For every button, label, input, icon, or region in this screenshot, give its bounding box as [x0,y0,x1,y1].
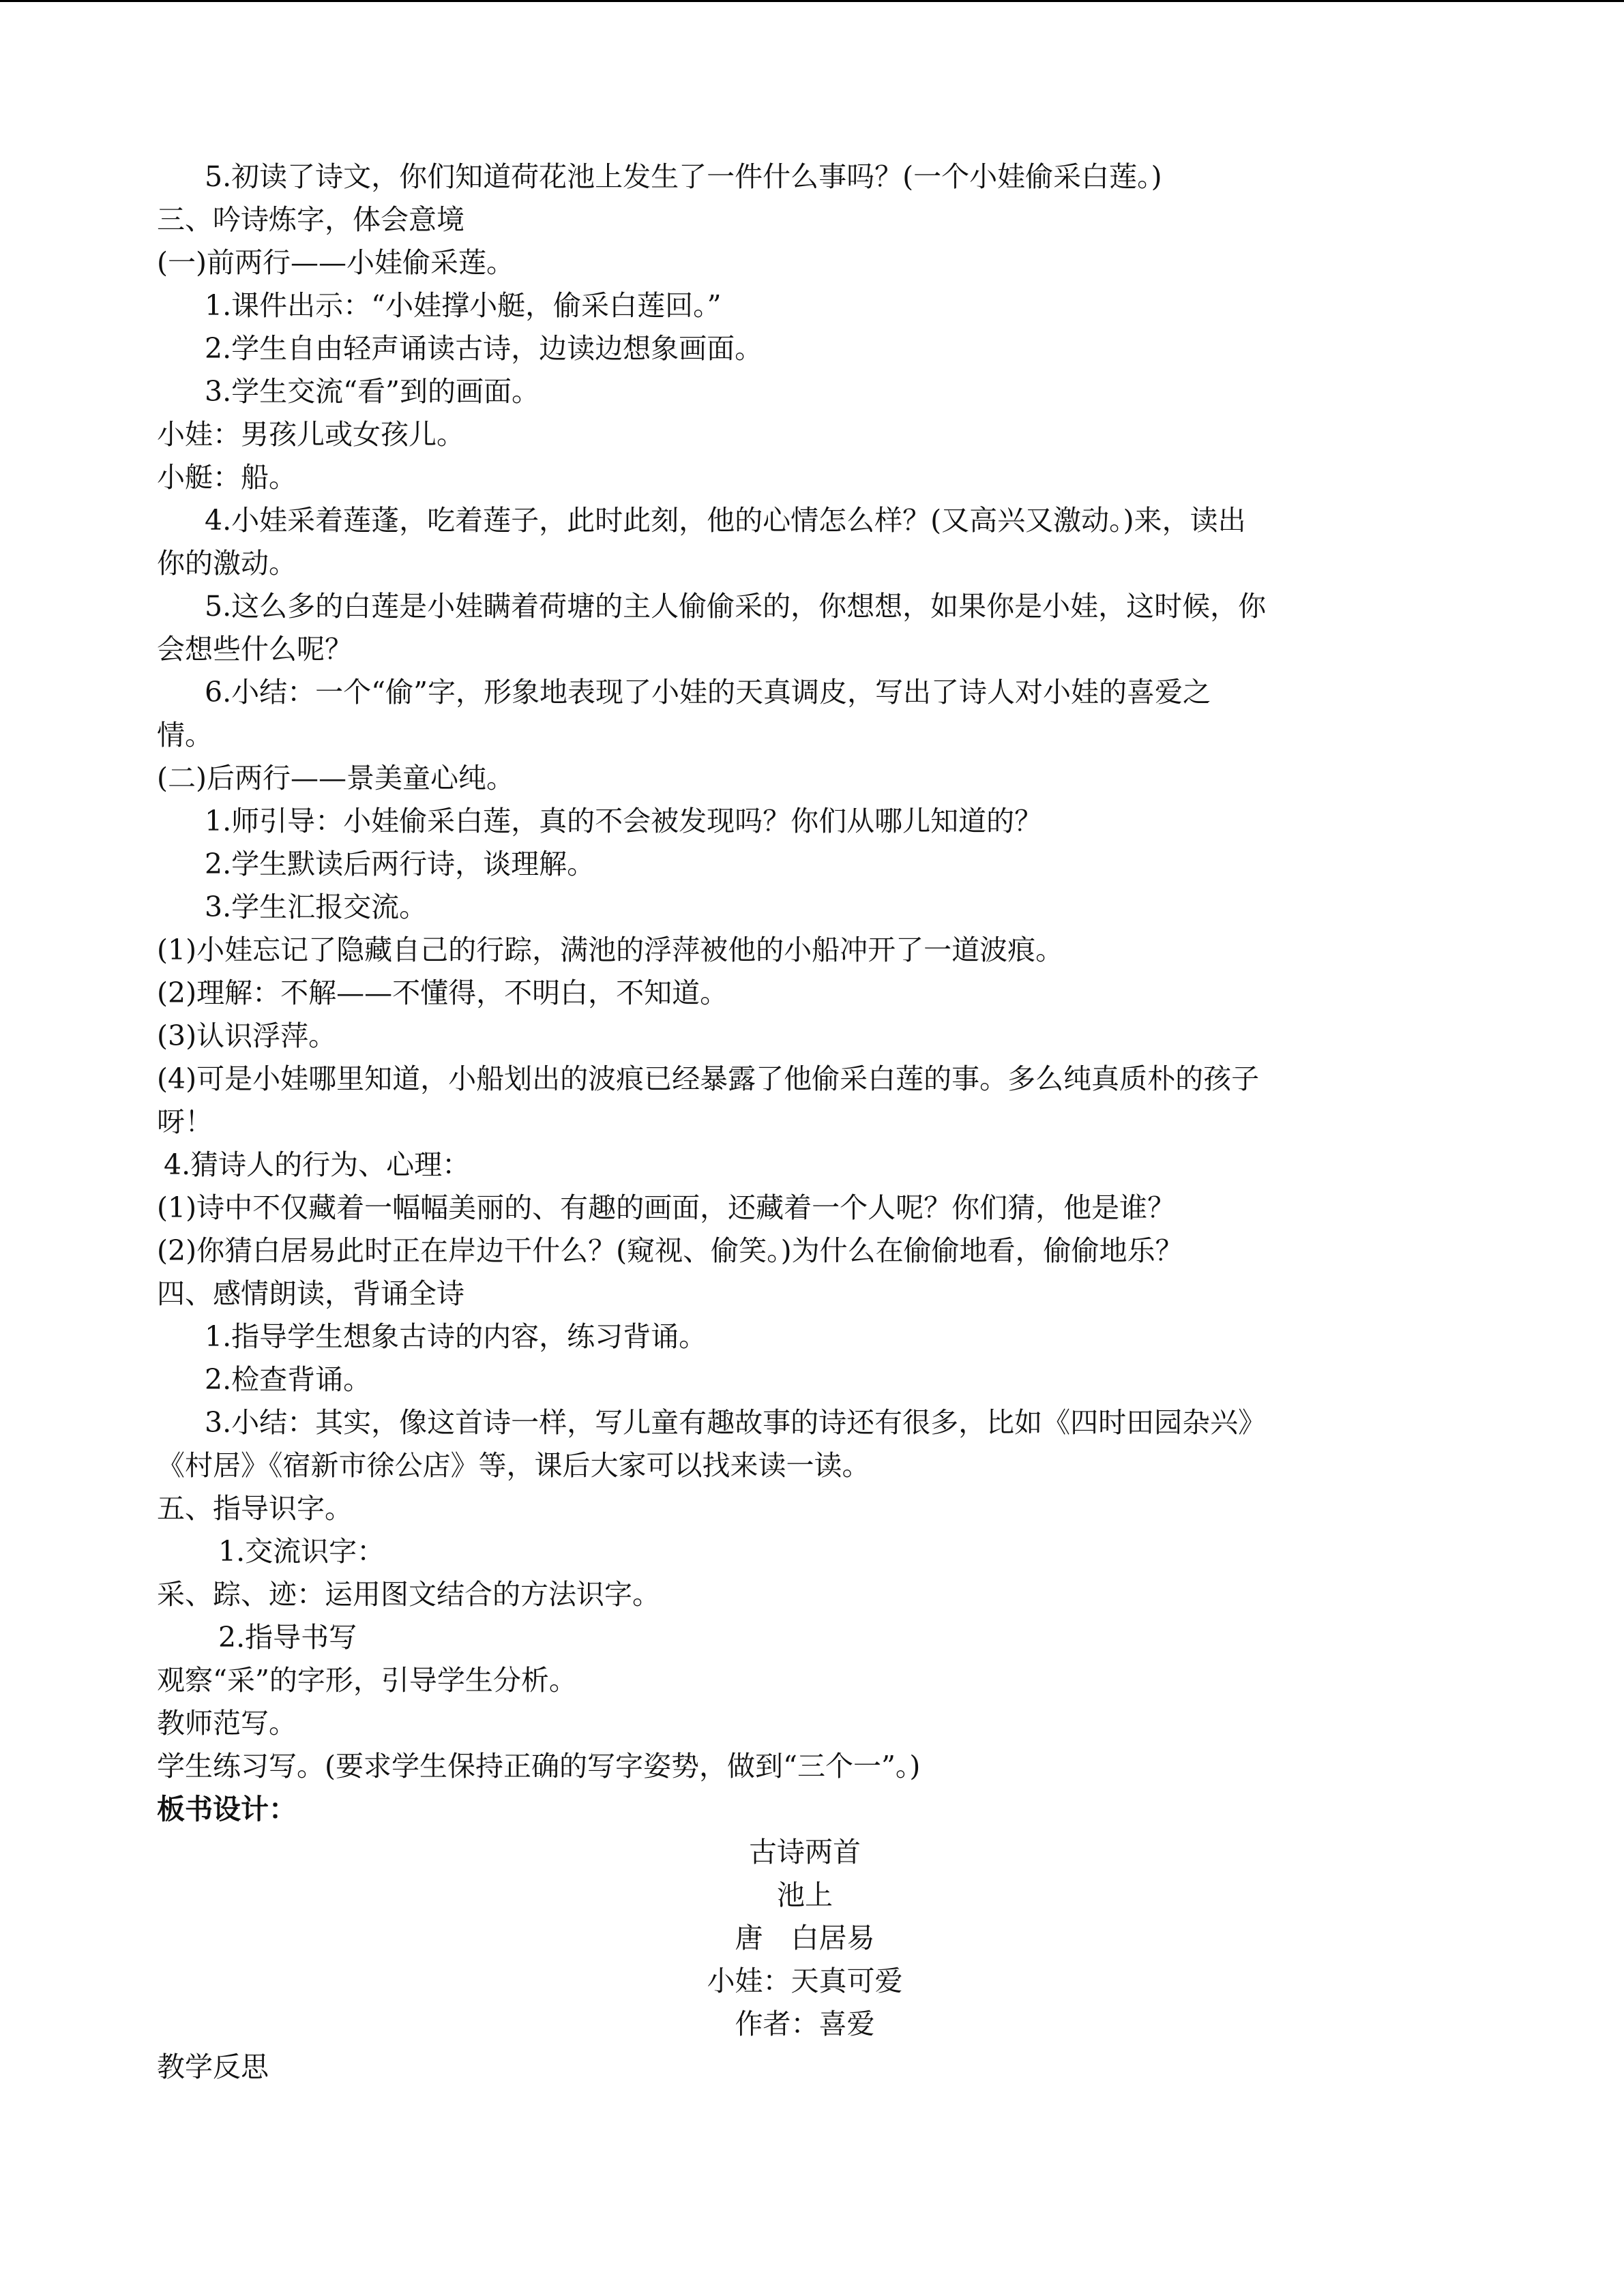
text-line: 学生练习写。(要求学生保持正确的写字姿势，做到“三个一”。) [157,1750,921,1783]
page-top-border [0,0,1624,2]
board-design-heading: 板书设计： [157,1793,297,1825]
text-line: 《村居》《宿新市徐公店》等，课后大家可以找来读一读。 [157,1449,870,1482]
section-heading: 五、指导识字。 [157,1492,353,1525]
text-line: 采、踪、迹：运用图文结合的方法识字。 [157,1578,660,1611]
board-line: 唐 白居易 [735,1922,875,1954]
text-line: 4.猜诗人的行为、心理： [164,1148,471,1181]
board-line: 池上 [777,1879,833,1911]
text-line: 6.小结：一个“偷”字，形象地表现了小娃的天真调皮，写出了诗人对小娃的喜爱之 [205,676,1211,709]
board-line: 古诗两首 [749,1836,861,1868]
text-line: 2.学生默读后两行诗，谈理解。 [205,848,595,880]
text-line: 你的激动。 [157,547,297,580]
text-line: 5.这么多的白莲是小娃瞒着荷塘的主人偷偷采的，你想想，如果你是小娃，这时候，你 [205,590,1267,623]
section-heading: 四、感情朗读，背诵全诗 [157,1277,464,1310]
text-line: (2)理解：不解——不懂得，不明白，不知道。 [157,976,728,1009]
text-line: 5.初读了诗文，你们知道荷花池上发生了一件什么事吗？(一个小娃偷采白莲。) [205,160,1162,193]
text-line: (3)认识浮萍。 [157,1019,337,1052]
text-line: (2)你猜白居易此时正在岸边干什么？(窥视、偷笑。)为什么在偷偷地看，偷偷地乐？ [157,1234,1183,1267]
section-heading: 三、吟诗炼字，体会意境 [157,203,464,236]
text-line: 3.小结：其实，像这首诗一样，写儿童有趣故事的诗还有很多，比如《四时田园杂兴》 [205,1406,1267,1439]
text-line: 教师范写。 [157,1707,297,1740]
text-line: (1)小娃忘记了隐藏自己的行踪，满池的浮萍被他的小船冲开了一道波痕。 [157,934,1064,966]
text-line: (1)诗中不仅藏着一幅幅美丽的、有趣的画面，还藏着一个人呢？你们猜，他是谁？ [157,1191,1176,1224]
text-line: (4)可是小娃哪里知道，小船划出的波痕已经暴露了他偷采白莲的事。多么纯真质朴的孩子 [157,1062,1260,1095]
text-line: 1.指导学生想象古诗的内容，练习背诵。 [205,1320,707,1353]
text-line: 1.师引导：小娃偷采白莲，真的不会被发现吗？你们从哪儿知道的？ [205,805,1043,837]
text-line: 情。 [157,719,213,751]
text-line: 2.指导书写 [218,1621,357,1654]
text-line: 3.学生交流“看”到的画面。 [205,375,540,408]
text-line: 1.课件出示：“小娃撑小艇，偷采白莲回。” [205,289,722,322]
board-design [157,1831,1453,2046]
text-line: 1.交流识字： [218,1535,385,1568]
board-line: 作者：喜爱 [735,2008,875,2040]
subsection-heading: (二)后两行——景美童心纯。 [157,762,514,794]
text-line: 4.小娃采着莲蓬，吃着莲子，此时此刻，他的心情怎么样？(又高兴又激动。)来，读出 [205,504,1246,537]
text-line: 会想些什么呢？ [157,633,353,666]
board-line: 小娃：天真可爱 [707,1965,903,1997]
text-line: 2.检查背诵。 [205,1363,372,1396]
teaching-reflection-heading: 教学反思 [157,2051,269,2083]
text-line: 呀！ [157,1105,213,1138]
text-line: 观察“采”的字形，引导学生分析。 [157,1664,577,1697]
text-line: 3.学生汇报交流。 [205,891,428,923]
text-line: 小娃：男孩儿或女孩儿。 [157,418,464,451]
document-page [157,155,1453,2089]
text-line: 2.学生自由轻声诵读古诗，边读边想象画面。 [205,332,763,365]
subsection-heading: (一)前两行——小娃偷采莲。 [157,246,514,279]
text-line: 小艇：船。 [157,461,297,494]
